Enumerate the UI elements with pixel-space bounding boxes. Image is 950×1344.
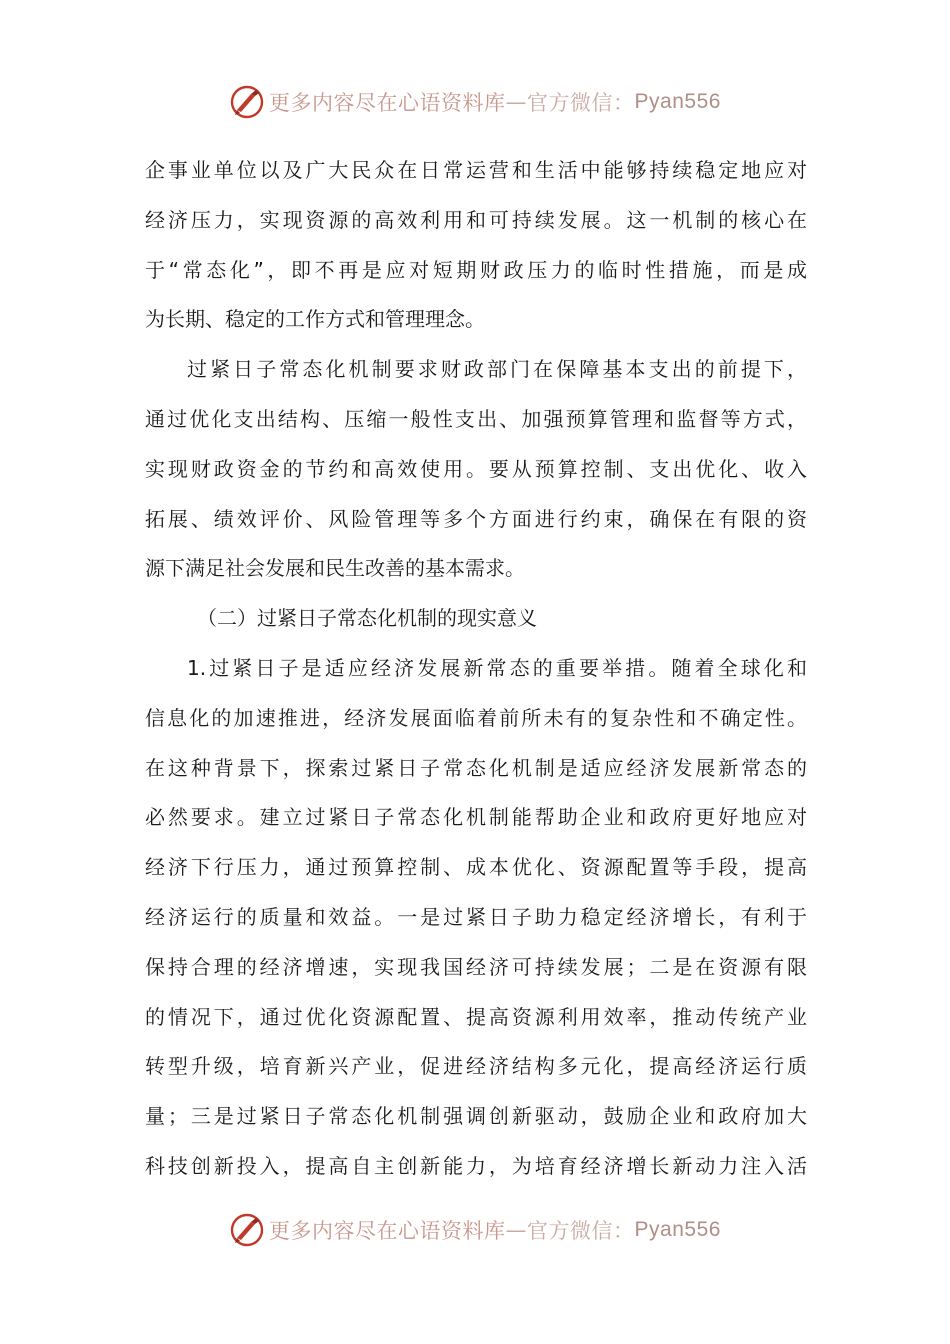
- watermark-contact-id: Pyan556: [634, 90, 721, 113]
- text-line: 转型升级，培育新兴产业，促进经济结构多元化，提高经济运行质: [145, 1054, 807, 1079]
- text-line: 源下满足社会发展和民生改善的基本需求。: [145, 556, 525, 581]
- watermark-separator: —: [505, 90, 528, 114]
- paragraph-3: [145, 644, 807, 1192]
- text-line: 为长期、稳定的工作方式和管理理念。: [145, 307, 485, 332]
- watermark-contact-label: 官方微信：: [527, 1219, 635, 1243]
- subheading-text: （二）过紧日子常态化机制的现实意义: [197, 606, 537, 631]
- text-line: 企事业单位以及广大民众在日常运营和生活中能够持续稳定地应对: [145, 158, 807, 182]
- text-line: 的情况下，通过优化资源配置、提高资源利用效率，推动传统产业: [145, 1004, 807, 1029]
- text-line: 信息化的加速推进，经济发展面临着前所未有的复杂性和不确定性。: [145, 705, 807, 730]
- watermark-contact-label: 官方微信：: [527, 91, 635, 115]
- paragraph-1: [145, 146, 807, 345]
- text-line: 过紧日子常态化机制要求财政部门在保障基本支出的前提下，: [187, 357, 807, 382]
- text-line: 经济下行压力，通过预算控制、成本优化、资源配置等手段，提高: [145, 855, 807, 880]
- text-line: 1.过紧日子是适应经济发展新常态的重要举措。随着全球化和: [187, 655, 807, 680]
- text-line: 通过优化支出结构、压缩一般性支出、加强预算管理和监督等方式，: [145, 406, 807, 431]
- watermark-brand: 更多内容尽在心语资料库: [269, 1219, 506, 1243]
- document-body: [145, 146, 807, 1192]
- paragraph-2: [145, 345, 807, 594]
- watermark-contact-id: Pyan556: [634, 1218, 721, 1241]
- text-line: 量；三是过紧日子常态化机制强调创新驱动，鼓励企业和政府加大: [145, 1104, 807, 1129]
- footer-watermark: [0, 1208, 950, 1252]
- text-line: 必然要求。建立过紧日子常态化机制能帮助企业和政府更好地应对: [145, 805, 807, 830]
- watermark-brand: 更多内容尽在心语资料库: [269, 91, 506, 115]
- text-line: 经济压力，实现资源的高效利用和可持续发展。这一机制的核心在: [145, 207, 807, 232]
- text-line: 拓展、绩效评价、风险管理等多个方面进行约束，确保在有限的资: [145, 506, 807, 531]
- text-line: 保持合理的经济增速，实现我国经济可持续发展；二是在资源有限: [145, 954, 807, 979]
- header-watermark: [0, 80, 950, 124]
- text-line: 科技创新投入，提高自主创新能力，为培育经济增长新动力注入活: [145, 1153, 807, 1178]
- text-line: 于“常态化”，即不再是应对短期财政压力的临时性措施，而是成: [145, 257, 807, 282]
- text-line: 经济运行的质量和效益。一是过紧日子助力稳定经济增长，有利于: [145, 904, 807, 929]
- text-line: 实现财政资金的节约和高效使用。要从预算控制、支出优化、收入: [145, 456, 807, 481]
- pen-logo-icon: [229, 84, 265, 120]
- pen-logo-icon: [229, 1212, 265, 1248]
- text-line: 在这种背景下，探索过紧日子常态化机制是适应经济发展新常态的: [145, 755, 807, 780]
- watermark-separator: —: [505, 1218, 528, 1242]
- section-subheading: [145, 594, 807, 644]
